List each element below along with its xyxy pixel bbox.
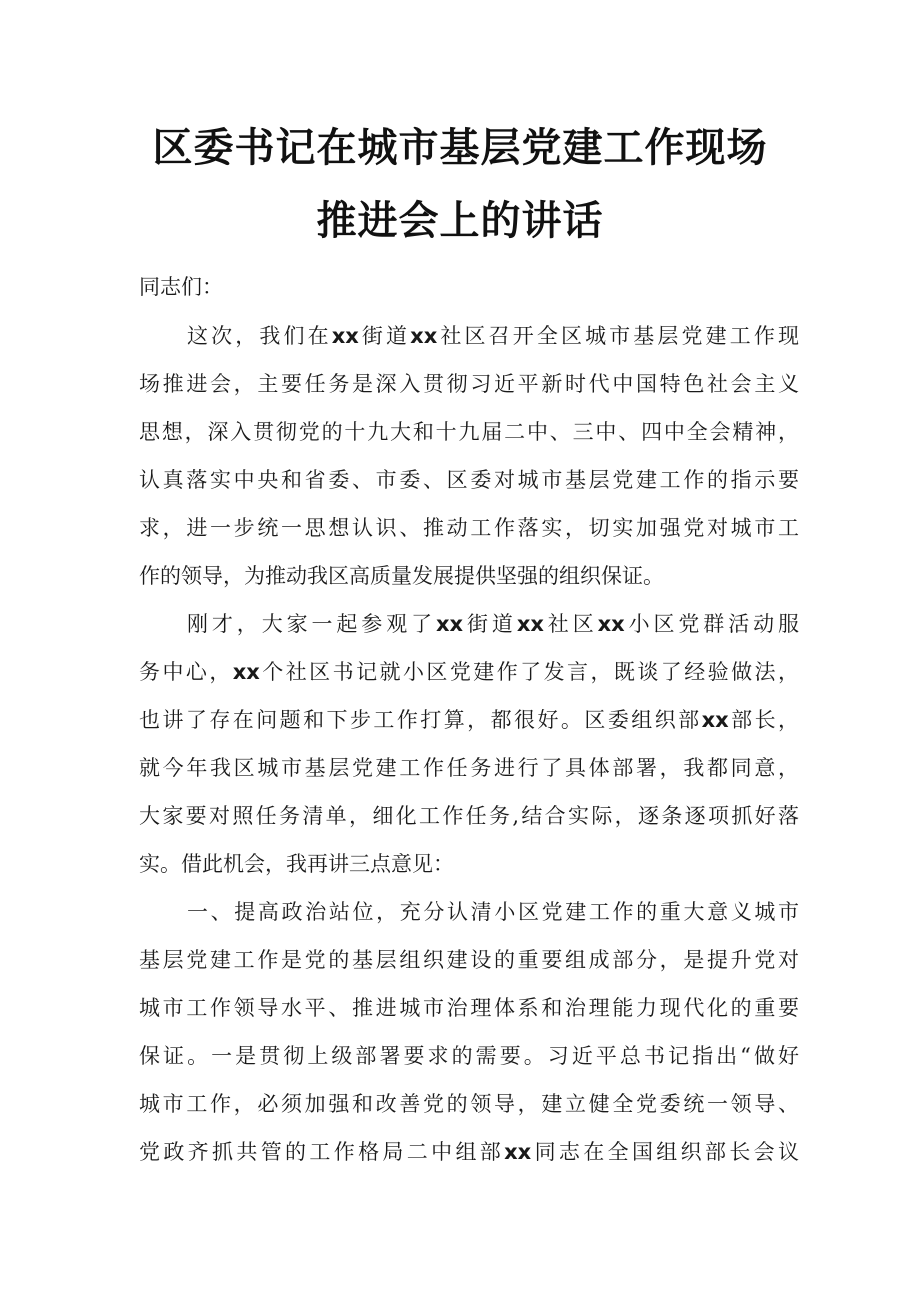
body-line: 作的领导，为推动我区高质量发展提供坚强的组织保证。 [139, 564, 664, 588]
body-line: 就今年我区城市基层党建工作任务进行了具体部署，我都同意， [139, 756, 799, 780]
body-line: 求，进一步统一思想认识、推动工作落实，切实加强党对城市工 [139, 516, 799, 540]
body-line: 刚才，大家一起参观了xx街道xx社区xx小区党群活动服 [187, 612, 800, 636]
salutation: 同志们： [139, 275, 223, 299]
body-line: 党政齐抓共管的工作格局二中组部xx同志在全国组织部长会议 [139, 1140, 800, 1164]
body-line: 思想，深入贯彻党的十九大和十九届二中、三中、四中全会精神， [139, 420, 799, 444]
document-title-line-1: 区委书记在城市基层党建工作现场 [152, 125, 768, 171]
body-line: 一、提高政治站位，充分认清小区党建工作的重大意义城市 [187, 900, 799, 924]
body-line: 保证。一是贯彻上级部署要求的需要。习近平总书记指出“做好 [139, 1044, 799, 1068]
body-line: 务中心，xx个社区书记就小区党建作了发言，既谈了经验做法， [139, 660, 799, 684]
body-line: 也讲了存在问题和下步工作打算，都很好。区委组织部xx部长， [139, 708, 800, 732]
body-line: 认真落实中央和省委、市委、区委对城市基层党建工作的指示要 [139, 468, 799, 492]
body-line: 城市工作领导水平、推进城市治理体系和治理能力现代化的重要 [139, 996, 799, 1020]
body-line: 这次，我们在xx街道xx社区召开全区城市基层党建工作现 [187, 324, 800, 348]
body-line: 实。借此机会，我再讲三点意见： [139, 852, 454, 876]
body-line: 城市工作，必须加强和改善党的领导，建立健全党委统一领导、 [139, 1092, 799, 1116]
body-line: 大家要对照任务清单，细化工作任务,结合实际，逐条逐项抓好落 [139, 804, 799, 828]
body-line: 场推进会，主要任务是深入贯彻习近平新时代中国特色社会主义 [139, 372, 799, 396]
body-line: 基层党建工作是党的基层组织建设的重要组成部分，是提升党对 [139, 948, 799, 972]
document-title-line-2: 推进会上的讲话 [316, 198, 604, 244]
